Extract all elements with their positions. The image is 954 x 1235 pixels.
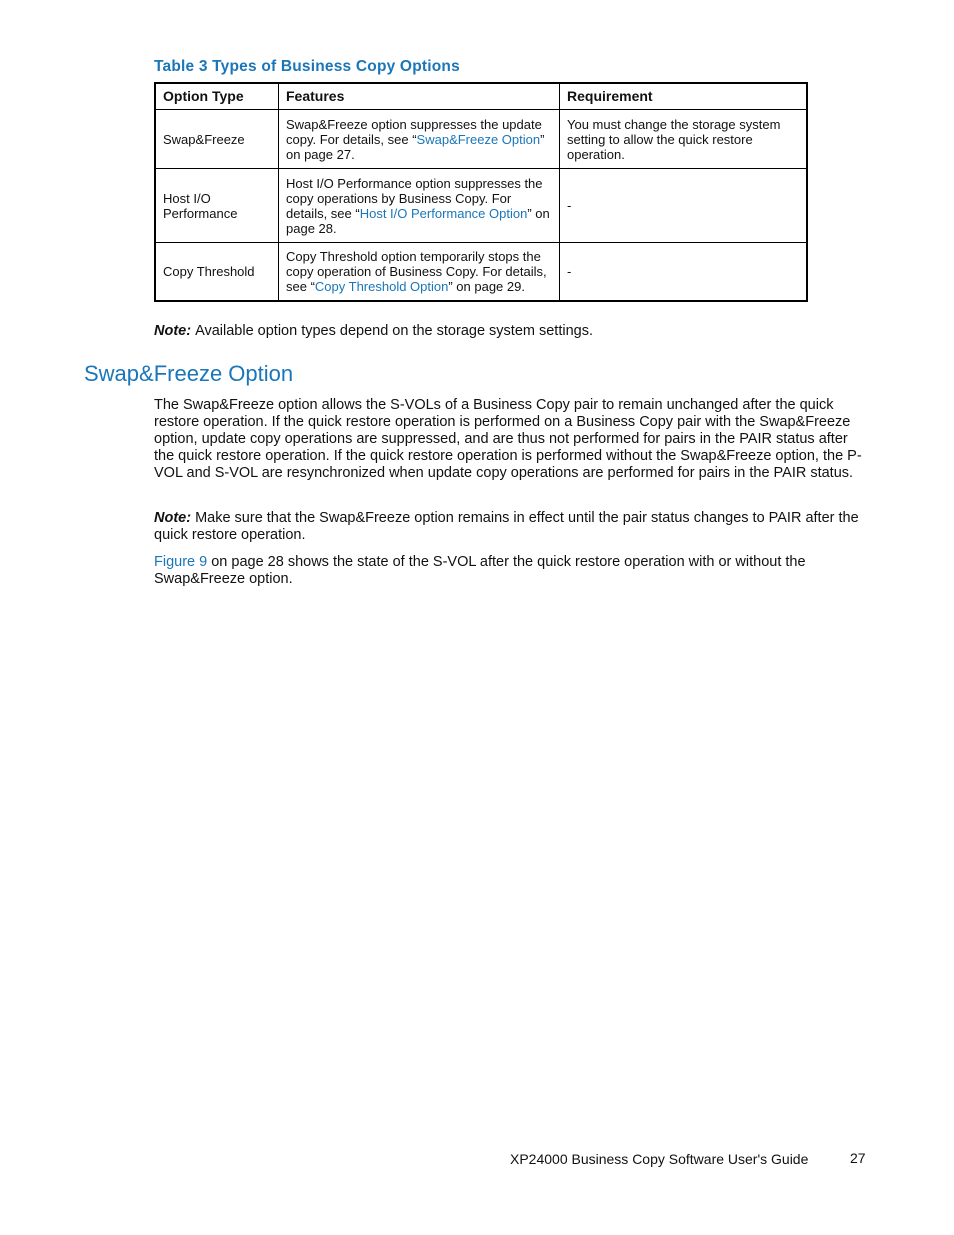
section-paragraph: The Swap&Freeze option allows the S-VOLs of a Business Copy pair to remain unchanged after the quick restore operation. If the quick restore operation is performed on a Business Copy pair with the Swap&Freeze option, update copy operations are suppressed, and are thus not performed for pairs in the PAIR status after the quick restore operation. If the quick restore operation is performed without the Swap&Freeze option, the P-VOL and S-VOL are resynchronized when update copy operations are performed for pairs in the PAIR status. (154, 397, 862, 481)
features-cell (279, 110, 560, 169)
footer-guide-title: XP24000 Business Copy Software User's Guide (510, 1151, 809, 1167)
figure-reference-paragraph (154, 554, 864, 588)
figure-reference-text: on page 28 shows the state of the S-VOL after the quick restore operation with or without the Swap&Freeze option. (154, 554, 806, 587)
option-type-cell: Swap&Freeze (155, 110, 279, 169)
header-requirement: Requirement (560, 83, 808, 110)
section-heading: Swap&Freeze Option (84, 361, 294, 386)
table-row (155, 110, 807, 169)
features-text: Copy Threshold option temporarily stops the copy operation of Business Copy. For details, see “ (286, 248, 547, 294)
option-type-cell: Copy Threshold (155, 243, 279, 301)
requirement-cell: - (560, 169, 808, 243)
figure-9-link[interactable]: Figure 9 (154, 554, 208, 570)
header-features: Features (279, 83, 560, 110)
table-row (155, 243, 807, 301)
option-type-cell: Host I/O Performance (155, 169, 279, 243)
note-swap-freeze (154, 510, 864, 544)
requirement-cell: You must change the storage system setting to allow the quick restore operation. (560, 110, 808, 169)
options-table (154, 82, 808, 302)
note-label: Note: (154, 323, 192, 339)
features-cell (279, 169, 560, 243)
header-option-type: Option Type (155, 83, 279, 110)
features-cell (279, 243, 560, 301)
table-header-row (155, 83, 807, 110)
note-label: Note: (154, 510, 192, 526)
note-text: Make sure that the Swap&Freeze option remains in effect until the pair status changes to PAIR after the quick restore operation. (154, 510, 859, 543)
features-text: Host I/O Performance option suppresses the copy operations by Business Copy. For details, see “ (286, 175, 543, 221)
table-caption: Table 3 Types of Business Copy Options (154, 58, 460, 75)
host-io-performance-option-link[interactable]: Host I/O Performance Option (359, 205, 528, 221)
copy-threshold-option-link[interactable]: Copy Threshold Option (314, 278, 449, 294)
note-text: Available option types depend on the storage system settings. (195, 323, 593, 339)
note-option-types (154, 323, 864, 340)
features-page-ref: ” on page 27. (286, 131, 545, 162)
features-text: Swap&Freeze option suppresses the update copy. For details, see “ (286, 116, 542, 147)
features-page-ref: ” on page 29. (448, 278, 525, 294)
swap-freeze-option-link[interactable]: Swap&Freeze Option (416, 131, 541, 147)
table-row (155, 169, 807, 243)
features-page-ref: ” on page 28. (286, 205, 550, 236)
requirement-cell: - (560, 243, 808, 301)
page-number: 27 (850, 1150, 866, 1166)
